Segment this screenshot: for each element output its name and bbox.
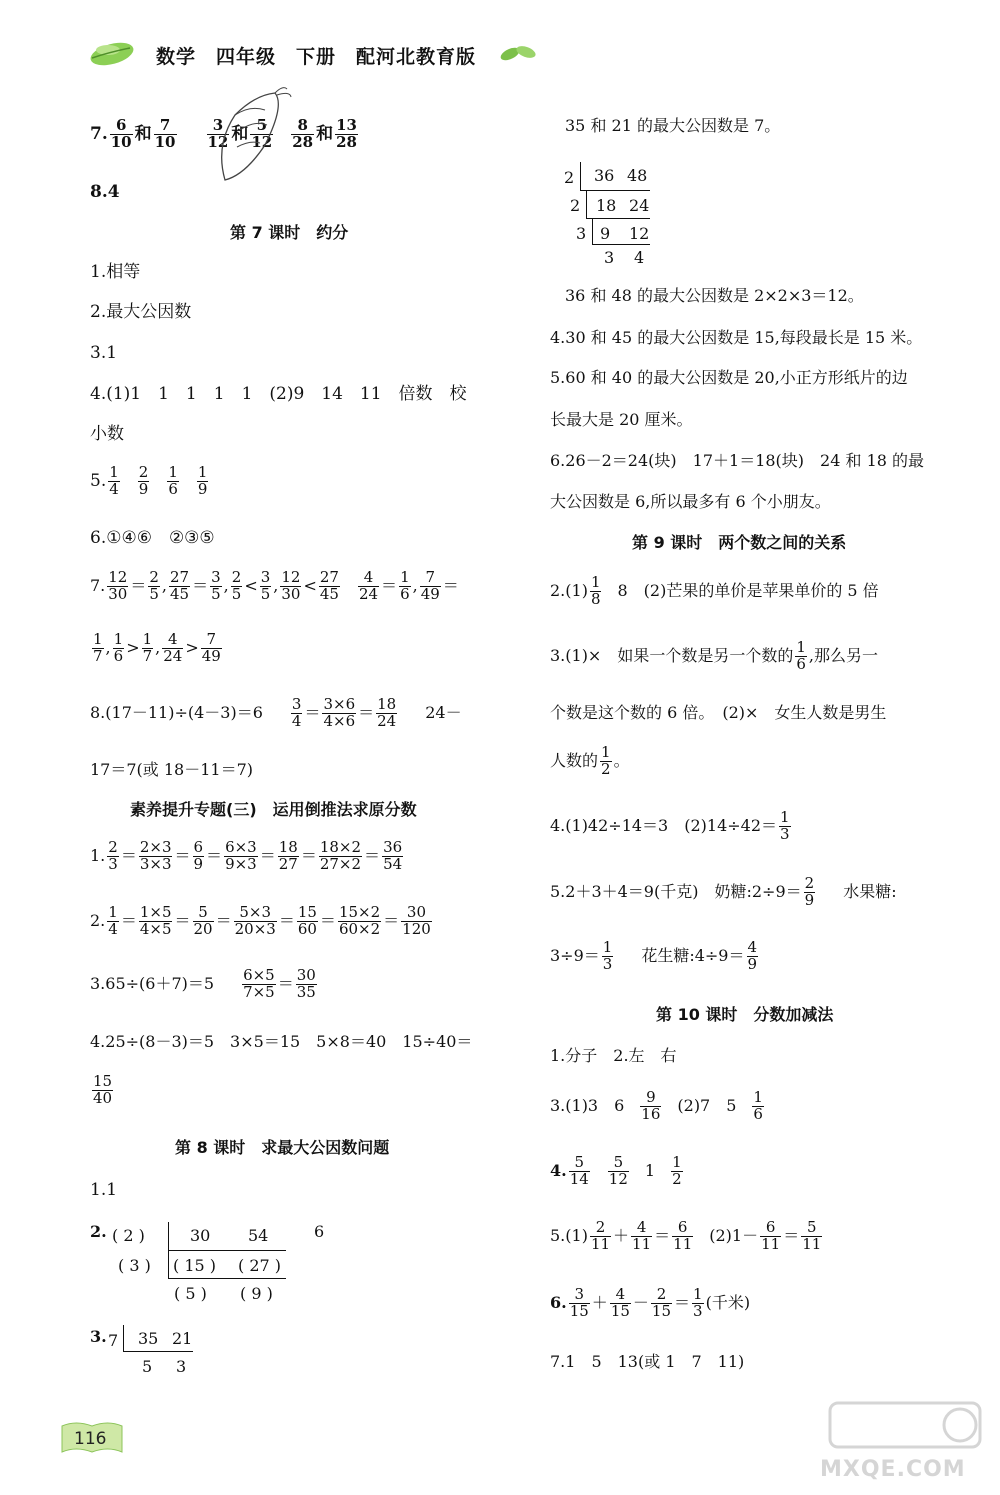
r-gcd-36-48: 36 和 48 的最大公因数是 2×2×3＝12。: [565, 286, 864, 305]
fraction: 1 6: [753, 1088, 763, 1123]
fraction: 1 7: [93, 630, 103, 665]
dividend: 54: [248, 1226, 269, 1245]
fraction: 1 6: [168, 463, 178, 498]
fraction: 6 11: [761, 1218, 781, 1253]
fraction: 27 45: [170, 568, 190, 603]
lesson10-answer-6: [550, 1287, 750, 1320]
equation-text: (2)7 5: [677, 1096, 737, 1116]
word-and: 和: [231, 123, 249, 144]
fraction: 2 5: [231, 568, 242, 603]
quotient: ( 27 ): [238, 1256, 282, 1275]
r-gcd-35-21: 35 和 21 的最大公因数是 7。: [565, 116, 781, 135]
quotient: 12: [629, 224, 650, 243]
lesson8-answer-1: 1.1: [90, 1180, 118, 1200]
fraction: 15×2 60×2: [338, 903, 381, 938]
divisor: ( 2 ): [112, 1226, 145, 1245]
equation-text: 24－: [425, 703, 462, 723]
page-number-badge: [60, 1418, 124, 1456]
lesson9-answer-2: [550, 575, 879, 608]
fraction: 15 60: [297, 903, 317, 938]
lesson9-answer-3-cont: 个数是这个数的 6 倍。 (2)× 女生人数是男生: [550, 703, 887, 722]
fraction: 1 3: [780, 808, 790, 843]
equation-text: 5.(1): [550, 1226, 588, 1246]
answer-8: 8.4: [90, 182, 120, 202]
equation-text: 。: [613, 751, 630, 771]
lesson9-answer-3-cont2: [550, 745, 630, 778]
equation-text: ,那么另一: [808, 646, 878, 666]
fraction: 36 54: [383, 838, 403, 873]
fraction: 3×6 4×6: [323, 695, 356, 730]
section-title-special-topic: 素养提升专题(三) 运用倒推法求原分数: [130, 800, 417, 819]
lesson7-answer-8: 8.(17－11)÷(4－3)＝6 3 4 ＝ 3×6 4×6 ＝ 18 24 24－: [90, 695, 462, 730]
fraction: 15 40: [93, 1072, 113, 1107]
fraction: 5 12: [251, 116, 273, 151]
topic-answer-2: 2. 1 4 ＝ 1×5 4×5 ＝ 5 20 ＝ 5×3 20×3 ＝ 15 60 ＝ 15×2 60×2 ＝ 30 120: [90, 903, 431, 938]
fraction: 1 2: [672, 1153, 682, 1188]
r-answer-6: 6.26－2＝24(块) 17＋1＝18(块) 24 和 18 的最: [550, 451, 925, 470]
carrot-sketch-icon: [205, 85, 295, 185]
fraction: 1 4: [109, 463, 119, 498]
operator: ＋: [591, 1293, 608, 1313]
operator: ＋: [613, 1226, 630, 1246]
page-number: 116: [74, 1429, 107, 1449]
fraction: 1 2: [601, 743, 611, 778]
fraction: 1 6: [796, 638, 806, 673]
lesson7-answer-4: 4.(1)1 1 1 1 1 (2)9 14 11 倍数 校: [90, 384, 467, 404]
item-number: 6.: [550, 1293, 567, 1313]
operator: ＝: [654, 1226, 671, 1246]
fraction: 13 28: [336, 116, 357, 151]
operator: －: [632, 1293, 649, 1313]
dividend: 35: [138, 1329, 159, 1348]
quotient: 24: [629, 196, 650, 215]
lesson9-answer-4: [550, 810, 793, 843]
divisor: 2: [564, 168, 575, 187]
topic-answer-1: 1. 2 3 ＝ 2×3 3×3 ＝ 6 9 ＝ 6×3 9×3 ＝ 18 27 ＝ 18×2 27×2 ＝ 36 54: [90, 838, 403, 873]
divisor: 3: [576, 224, 587, 243]
fraction: 18 24: [377, 695, 397, 730]
fraction: 3 12: [207, 116, 229, 151]
section-title-lesson7: 第 7 课时 约分: [230, 223, 349, 242]
quotient: ( 5 ): [174, 1284, 207, 1303]
equation-text: 8 (2)芒果的单价是苹果单价的 5 倍: [617, 581, 879, 601]
fraction: 5 20: [193, 903, 213, 938]
fraction: 2×3 3×3: [139, 838, 172, 873]
divisor: ( 3 ): [118, 1256, 151, 1275]
lesson7-answer-4-cont: 小数: [90, 424, 124, 444]
dividend: 36: [594, 166, 615, 185]
fraction: 7 49: [201, 630, 221, 665]
fraction: 4 24: [358, 568, 379, 603]
operator: ＝: [674, 1293, 691, 1313]
fraction: 1 4: [108, 903, 118, 938]
lesson8-answer-3-division: [90, 1325, 210, 1375]
item-number: 4.: [550, 1161, 567, 1181]
fraction: 27 45: [319, 568, 339, 603]
topic-answer-3: 3.65÷(6＋7)＝5 6×5 7×5 ＝ 30 35: [90, 966, 316, 1001]
fraction: 6×3 9×3: [225, 838, 257, 873]
fraction: 2 5: [149, 568, 159, 603]
item-number: 3.: [90, 1327, 107, 1346]
fraction: 3 4: [291, 695, 302, 730]
lesson10-answer-1-2: 1.分子 2.左 右: [550, 1046, 677, 1065]
page-header: [86, 34, 536, 70]
fraction: 7 10: [154, 116, 176, 151]
equation-text: 8.(17－11)÷(4－3)＝6: [90, 703, 263, 723]
fraction: 4 9: [747, 938, 758, 973]
fraction: 2 11: [590, 1218, 611, 1253]
topic-answer-4-cont: [90, 1074, 115, 1107]
watermark: [790, 1395, 990, 1485]
equation-text: 3÷9＝: [550, 946, 600, 966]
dividend: 48: [627, 166, 648, 185]
equation-text: 3.65÷(6＋7)＝5: [90, 974, 215, 994]
fraction: 1 3: [693, 1285, 703, 1320]
lesson7-answer-2: 2.最大公因数: [90, 302, 192, 322]
lesson9-answer-5-cont: [550, 940, 760, 973]
quotient: 3: [604, 248, 615, 267]
fraction: 6 9: [193, 838, 204, 873]
fraction: 4 11: [632, 1218, 652, 1253]
item-number: 1.: [90, 846, 106, 866]
quotient: 5: [142, 1357, 153, 1376]
r-answer-5: 5.60 和 40 的最大公因数是 20,小正方形纸片的边: [550, 368, 908, 387]
fraction: 4 15: [610, 1285, 630, 1320]
fraction: 2 15: [651, 1285, 672, 1320]
fraction: 1×5 4×5: [139, 903, 172, 938]
fraction: 18×2 27×2: [319, 838, 362, 873]
equation-text: 5.2＋3＋4＝9(千克) 奶糖:2÷9＝: [550, 882, 802, 902]
fraction: 12 30: [108, 568, 128, 603]
topic-answer-4: 4.25÷(8－3)＝5 3×5＝15 5×8＝40 15÷40＝: [90, 1032, 473, 1051]
lesson10-answer-3: [550, 1090, 766, 1123]
divisor: 2: [570, 196, 581, 215]
header-title: 数学 四年级 下册 配河北教育版: [156, 46, 477, 68]
quotient: 4: [634, 248, 645, 267]
lesson7-answer-5: [90, 465, 210, 498]
lesson7-answer-8-cont: 17＝7(或 18－11＝7): [90, 760, 254, 779]
fraction: 5 12: [608, 1153, 628, 1188]
fraction: 3 5: [211, 568, 221, 603]
equation-text: 人数的: [550, 751, 599, 771]
fraction: 6 10: [110, 116, 132, 151]
item-number: 2.: [90, 911, 106, 931]
fraction: 3 5: [260, 568, 271, 603]
quotient: 9: [600, 224, 611, 243]
dividend: 21: [172, 1329, 193, 1348]
answer-value: 1: [644, 1161, 656, 1181]
lesson9-answer-5: [550, 876, 897, 909]
fraction: 6 11: [673, 1218, 693, 1253]
answer-value: 6: [314, 1222, 325, 1241]
fraction: 30 120: [402, 903, 431, 938]
fraction: 1 8: [590, 573, 601, 608]
r-answer-5-cont: 长最大是 20 厘米。: [550, 410, 693, 429]
fraction: 1 3: [602, 938, 613, 973]
section-title-lesson10: 第 10 课时 分数加减法: [656, 1005, 834, 1024]
fraction: 4 24: [163, 630, 183, 665]
unit-text: (千米): [705, 1293, 751, 1313]
item-number: 2.: [90, 1222, 107, 1241]
fraction: 5 14: [569, 1153, 589, 1188]
fraction: 3 15: [569, 1285, 589, 1320]
divisor: 7: [108, 1331, 119, 1350]
leaf-logo-icon: [86, 34, 146, 70]
fraction: 7 49: [420, 568, 440, 603]
fraction: 5×3 20×3: [234, 903, 276, 938]
lesson10-answer-5: [550, 1220, 824, 1253]
equation-text: 3.(1)3 6: [550, 1096, 625, 1116]
item-number: 7.: [90, 576, 106, 596]
fraction: 30 35: [296, 966, 316, 1001]
equation-text: 水果糖:: [843, 882, 897, 902]
equation-text: (2)1－: [709, 1226, 759, 1246]
fraction: 2 9: [138, 463, 149, 498]
equation-text: 2.(1): [550, 581, 588, 601]
equation-text: 花生糖:4÷9＝: [641, 946, 745, 966]
dividend: 30: [190, 1226, 211, 1245]
r-answer-6-cont: 大公因数是 6,所以最多有 6 个小朋友。: [550, 492, 831, 511]
fraction: 2 3: [108, 838, 118, 873]
leaf-ornament-icon: [498, 42, 538, 66]
fraction: 8 28: [292, 116, 314, 151]
lesson7-answer-7-cont: 1 7 , 1 6 > 1 7 , 4 24 > 7 49: [93, 630, 221, 665]
watermark-stamp-icon: [790, 1395, 990, 1455]
fraction: 2 9: [804, 874, 815, 909]
quotient: ( 9 ): [240, 1284, 273, 1303]
fraction: 1 7: [142, 630, 153, 665]
fraction: 1 6: [400, 568, 410, 603]
lesson7-answer-7: 7. 12 30 ＝ 2 5 , 27 45 ＝ 3 5 , 2 5 < 3 5 , 12 30 < 27 45 4 24 ＝ 1 6 , 7 49 ＝: [90, 568, 459, 603]
quotient: 3: [176, 1357, 187, 1376]
word-and: 和: [316, 123, 334, 144]
fraction: 9 16: [641, 1088, 661, 1123]
fraction: 5 11: [802, 1218, 822, 1253]
item-number: 5.: [90, 470, 107, 491]
lesson10-answer-7: 7.1 5 13(或 1 7 11): [550, 1352, 745, 1371]
quotient: 18: [596, 196, 617, 215]
lesson10-answer-4: [550, 1155, 685, 1188]
quotient: ( 15 ): [173, 1256, 217, 1275]
fraction: 1 9: [197, 463, 208, 498]
section-title-lesson9: 第 9 课时 两个数之间的关系: [632, 533, 847, 552]
lesson7-answer-1: 1.相等: [90, 262, 141, 282]
operator: ＝: [783, 1226, 800, 1246]
watermark-text: MXQE.COM: [820, 1457, 966, 1482]
fraction: 1 6: [113, 630, 124, 665]
r-division-36-48: [560, 160, 680, 270]
lesson7-answer-6: 6.①④⑥ ②③⑤: [90, 528, 215, 548]
item-number: 7.: [90, 123, 108, 144]
word-and: 和: [134, 123, 152, 144]
equation-text: 3.(1)× 如果一个数是另一个数的: [550, 646, 794, 666]
lesson8-answer-2-division: [90, 1220, 350, 1310]
equation-text: 4.(1)42÷14＝3 (2)14÷42＝: [550, 816, 778, 836]
lesson7-answer-3: 3.1: [90, 343, 118, 363]
fraction: 6×5 7×5: [243, 966, 275, 1001]
r-answer-4: 4.30 和 45 的最大公因数是 15,每段最长是 15 米。: [550, 328, 923, 347]
lesson9-answer-3: [550, 640, 878, 673]
fraction: 18 27: [278, 838, 298, 873]
section-title-lesson8: 第 8 课时 求最大公因数问题: [175, 1138, 390, 1157]
fraction: 12 30: [281, 568, 301, 603]
